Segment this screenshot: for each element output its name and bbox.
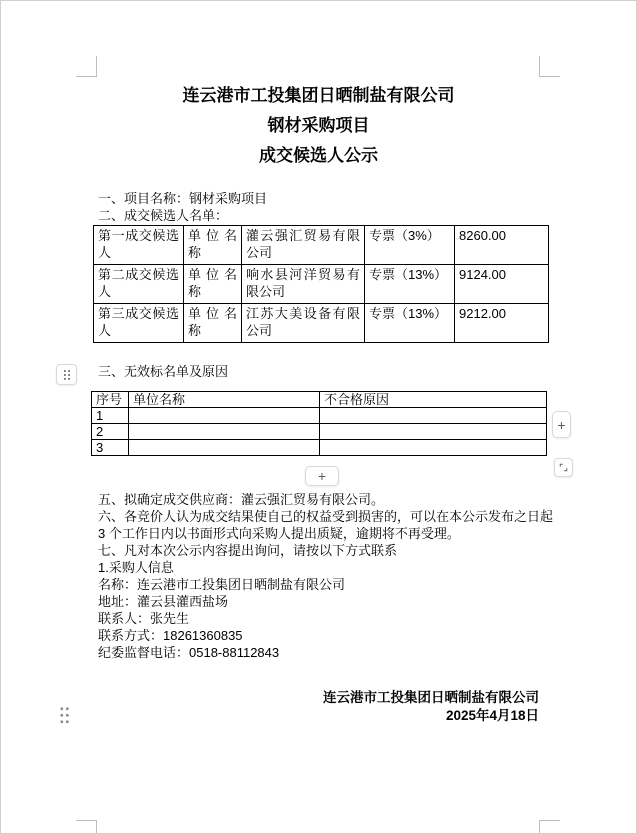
title-company: 连云港市工投集团日晒制盐有限公司 — [182, 86, 455, 105]
cell-invoice: 专票（13%） — [365, 265, 455, 304]
table-resize-handle-button[interactable] — [554, 458, 573, 477]
purchaser-address: 地址：灌云县灌西盐场 — [98, 594, 229, 609]
cell-invoice: 专票（3%） — [365, 226, 455, 265]
table-row — [94, 226, 549, 265]
plus-icon: + — [317, 468, 327, 484]
cell-rank: 第二成交候选人 — [94, 265, 184, 304]
cell-rank: 第三成交候选人 — [94, 304, 184, 343]
cell-reason[interactable] — [320, 424, 547, 440]
purchaser-info-heading: 1.采购人信息 — [98, 560, 174, 575]
cell-rank: 第一成交候选人 — [94, 226, 184, 265]
drag-dots-icon — [62, 369, 72, 381]
table-row — [92, 440, 547, 456]
candidates-table — [93, 225, 549, 343]
table-header-row — [92, 392, 547, 408]
section-3-invalid-bids: 三、无效标名单及原因 — [98, 364, 229, 379]
title-project: 钢材采购项目 — [267, 116, 370, 135]
table-row — [94, 304, 549, 343]
section-6-line1: 六、各竞价人认为成交结果使自己的权益受到损害的，可以在本公示发布之日起 — [98, 509, 554, 524]
section-1-project-name: 一、项目名称：钢材采购项目 — [98, 191, 268, 206]
resize-icon — [558, 462, 569, 473]
purchaser-phone: 联系方式：18261360835 — [98, 628, 243, 643]
cell-invoice: 专票（13%） — [365, 304, 455, 343]
cell-company: 灌云强汇贸易有限公司 — [242, 226, 365, 265]
cell-field: 单位名称 — [184, 265, 242, 304]
cell-company[interactable] — [129, 440, 320, 456]
cell-company: 江苏大美设备有限公司 — [242, 304, 365, 343]
cell-no[interactable]: 2 — [92, 424, 129, 440]
cell-company[interactable] — [129, 408, 320, 424]
header-company: 单位名称 — [129, 392, 320, 408]
cell-price: 9124.00 — [455, 265, 549, 304]
cell-price: 9212.00 — [455, 304, 549, 343]
margin-mark-bottom-right — [539, 820, 560, 834]
header-no: 序号 — [92, 392, 129, 408]
cell-field: 单位名称 — [184, 304, 242, 343]
cell-reason[interactable] — [320, 440, 547, 456]
section-2-candidate-list: 二、成交候选人名单： — [98, 208, 229, 223]
purchaser-supervision-phone: 纪委监督电话：0518-88112843 — [98, 645, 280, 660]
cell-company[interactable] — [129, 424, 320, 440]
block-drag-handle-button[interactable] — [56, 364, 77, 385]
signature-block — [323, 689, 539, 725]
margin-mark-top-left — [76, 56, 97, 77]
cell-field: 单位名称 — [184, 226, 242, 265]
section-6-line2: 3 个工作日内以书面形式向采购人提出质疑，逾期将不再受理。 — [98, 526, 460, 541]
table-row — [92, 408, 547, 424]
cell-no[interactable]: 1 — [92, 408, 129, 424]
cell-reason[interactable] — [320, 408, 547, 424]
signature-company: 连云港市工投集团日晒制盐有限公司 — [323, 690, 539, 705]
margin-mark-bottom-left — [76, 820, 97, 834]
title-announcement: 成交候选人公示 — [259, 146, 378, 165]
cell-no[interactable]: 3 — [92, 440, 129, 456]
cell-company: 响水县河洋贸易有限公司 — [242, 265, 365, 304]
table-row — [92, 424, 547, 440]
invalid-bids-table — [91, 391, 547, 456]
margin-mark-top-right — [539, 56, 560, 77]
add-column-button[interactable] — [552, 411, 571, 438]
signature-date: 2025年4月18日 — [445, 708, 539, 723]
section-5-supplier: 五、拟确定成交供应商：灌云强汇贸易有限公司。 — [98, 492, 385, 507]
add-row-button[interactable] — [305, 466, 339, 486]
section-7-contact: 七、凡对本次公示内容提出询问，请按以下方式联系 — [98, 543, 398, 558]
purchaser-contact-person: 联系人：张先生 — [98, 611, 190, 626]
plus-icon: + — [557, 416, 566, 433]
block-drag-handle-dots[interactable] — [59, 706, 71, 730]
cell-price: 8260.00 — [455, 226, 549, 265]
header-reason: 不合格原因 — [320, 392, 547, 408]
table-row — [94, 265, 549, 304]
purchaser-name: 名称：连云港市工投集团日晒制盐有限公司 — [98, 577, 346, 592]
document-title-block — [1, 81, 636, 171]
